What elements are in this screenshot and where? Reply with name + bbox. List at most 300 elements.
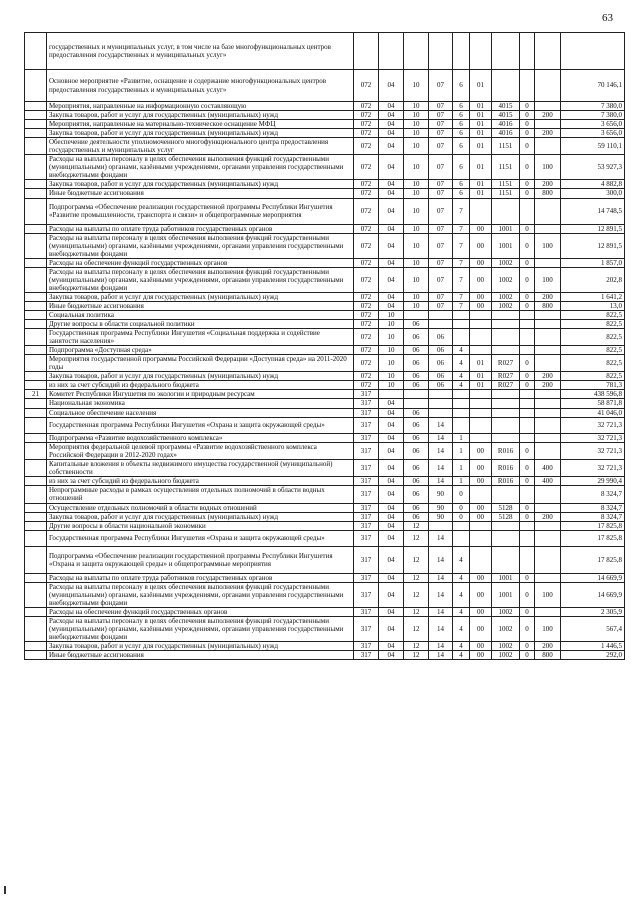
name-cell: Иные бюджетные ассигнования — [47, 189, 354, 198]
program-cell: 14 — [429, 583, 453, 608]
subprogram-cell: 6 — [453, 120, 470, 129]
program-cell — [429, 408, 453, 417]
section-cell: 04 — [379, 399, 404, 408]
direction-suffix-cell: 0 — [520, 267, 535, 292]
admin-code-cell: 317 — [354, 433, 379, 442]
admin-code-cell: 072 — [354, 329, 379, 346]
amount-cell: 2 305,9 — [561, 608, 625, 617]
idx-cell — [25, 433, 47, 442]
direction-suffix-cell: 0 — [520, 102, 535, 111]
name-cell: Расходы на выплаты персоналу в целях обеспечения выполнения функций государственными (муниципальными) органами, казёнными учреждениями, органами управления государственными внебюджетными фондами — [47, 155, 354, 180]
event-cell — [470, 521, 492, 530]
admin-code-cell: 317 — [354, 390, 379, 399]
subsection-cell: 10 — [404, 129, 429, 138]
amount-cell: 32 721,3 — [561, 433, 625, 442]
direction-suffix-cell: 0 — [520, 442, 535, 459]
idx-cell — [25, 399, 47, 408]
direction-cell — [492, 33, 520, 70]
amount-cell: 8 324,7 — [561, 485, 625, 503]
subprogram-cell — [453, 310, 470, 319]
expense-type-cell — [535, 224, 561, 233]
expense-type-cell: 200 — [535, 180, 561, 189]
event-cell: 01 — [470, 70, 492, 102]
section-cell: 04 — [379, 267, 404, 292]
subsection-cell — [404, 390, 429, 399]
admin-code-cell: 072 — [354, 70, 379, 102]
section-cell: 04 — [379, 180, 404, 189]
subprogram-cell: 6 — [453, 70, 470, 102]
name-cell: Государственная программа Республики Ингушетия «Охрана и защита окружающей среды» — [47, 417, 354, 433]
subsection-cell: 10 — [404, 292, 429, 301]
idx-cell — [25, 521, 47, 530]
subsection-cell: 10 — [404, 198, 429, 224]
admin-code-cell: 072 — [354, 320, 379, 329]
program-cell: 14 — [429, 459, 453, 476]
program-cell: 14 — [429, 651, 453, 660]
expense-type-cell: 200 — [535, 292, 561, 301]
name-cell: Закупка товаров, работ и услуг для государственных (муниципальных) нужд — [47, 512, 354, 521]
section-cell: 04 — [379, 111, 404, 120]
name-cell: Подпрограмма «Доступная среда» — [47, 346, 354, 355]
expense-type-cell — [535, 258, 561, 267]
subprogram-cell: 6 — [453, 129, 470, 138]
subsection-cell: 06 — [404, 355, 429, 372]
direction-cell: 1002 — [492, 651, 520, 660]
subsection-cell: 10 — [404, 102, 429, 111]
direction-cell: 1002 — [492, 642, 520, 651]
event-cell: 01 — [470, 111, 492, 120]
section-cell: 10 — [379, 329, 404, 346]
direction-cell: 1002 — [492, 258, 520, 267]
admin-code-cell: 072 — [354, 224, 379, 233]
program-cell: 07 — [429, 233, 453, 258]
section-cell: 04 — [379, 573, 404, 582]
subprogram-cell: 4 — [453, 372, 470, 381]
name-cell: Мероприятия, направленные на информационную составляющую — [47, 102, 354, 111]
direction-suffix-cell — [520, 33, 535, 70]
name-cell: Мероприятия федеральной целевой программы «Развитие водохозяйственного комплекса Российской Федерации в 2012-2020 годах» — [47, 442, 354, 459]
program-cell: 06 — [429, 355, 453, 372]
direction-cell: R027 — [492, 372, 520, 381]
amount-cell: 4 882,8 — [561, 180, 625, 189]
direction-cell: R016 — [492, 459, 520, 476]
table-row — [25, 417, 625, 433]
subsection-cell: 06 — [404, 372, 429, 381]
event-cell — [470, 399, 492, 408]
amount-cell: 822,5 — [561, 372, 625, 381]
subprogram-cell — [453, 530, 470, 546]
amount-cell: 8 324,7 — [561, 503, 625, 512]
admin-code-cell: 072 — [354, 111, 379, 120]
event-cell: 00 — [470, 301, 492, 310]
section-cell: 10 — [379, 320, 404, 329]
idx-cell — [25, 583, 47, 608]
program-cell: 06 — [429, 381, 453, 390]
program-cell: 07 — [429, 155, 453, 180]
table-body — [25, 33, 625, 660]
name-cell: Расходы на выплаты персоналу в целях обеспечения выполнения функций государственными (муниципальными) органами, казёнными учреждениями, органами управления государственными внебюджетными фондами — [47, 267, 354, 292]
admin-code-cell: 317 — [354, 546, 379, 573]
amount-cell: 1 446,5 — [561, 642, 625, 651]
amount-cell — [561, 33, 625, 70]
expense-type-cell — [535, 433, 561, 442]
section-cell: 04 — [379, 583, 404, 608]
table-row — [25, 372, 625, 381]
subsection-cell: 12 — [404, 651, 429, 660]
direction-cell — [492, 329, 520, 346]
program-cell: 06 — [429, 346, 453, 355]
amount-cell: 567,4 — [561, 617, 625, 642]
subprogram-cell: 1 — [453, 433, 470, 442]
section-cell: 04 — [379, 120, 404, 129]
table-row — [25, 573, 625, 582]
admin-code-cell: 072 — [354, 233, 379, 258]
table-row — [25, 433, 625, 442]
name-cell: Осуществление отдельных полномочий в области водных отношений — [47, 503, 354, 512]
idx-cell — [25, 120, 47, 129]
subsection-cell: 10 — [404, 301, 429, 310]
event-cell: 01 — [470, 355, 492, 372]
direction-suffix-cell: 0 — [520, 476, 535, 485]
direction-cell: 4015 — [492, 111, 520, 120]
subprogram-cell — [453, 33, 470, 70]
table-row — [25, 320, 625, 329]
admin-code-cell: 072 — [354, 129, 379, 138]
subprogram-cell: 1 — [453, 442, 470, 459]
amount-cell: 3 656,0 — [561, 120, 625, 129]
section-cell: 10 — [379, 381, 404, 390]
subsection-cell: 06 — [404, 476, 429, 485]
subsection-cell: 12 — [404, 573, 429, 582]
admin-code-cell: 072 — [354, 102, 379, 111]
section-cell: 04 — [379, 70, 404, 102]
idx-cell — [25, 129, 47, 138]
subsection-cell: 06 — [404, 417, 429, 433]
expense-type-cell — [535, 355, 561, 372]
table-row — [25, 267, 625, 292]
program-cell: 14 — [429, 433, 453, 442]
expense-type-cell — [535, 399, 561, 408]
direction-cell: 1151 — [492, 180, 520, 189]
program-cell — [429, 399, 453, 408]
section-cell: 04 — [379, 258, 404, 267]
table-row — [25, 608, 625, 617]
subprogram-cell — [453, 408, 470, 417]
admin-code-cell: 072 — [354, 381, 379, 390]
direction-cell: 1002 — [492, 292, 520, 301]
expense-type-cell — [535, 573, 561, 582]
table-row — [25, 155, 625, 180]
table-row — [25, 233, 625, 258]
subprogram-cell: 4 — [453, 617, 470, 642]
section-cell: 04 — [379, 224, 404, 233]
event-cell: 01 — [470, 381, 492, 390]
expense-type-cell: 200 — [535, 372, 561, 381]
direction-cell — [492, 417, 520, 433]
amount-cell: 58 871,8 — [561, 399, 625, 408]
section-cell: 04 — [379, 155, 404, 180]
program-cell: 06 — [429, 329, 453, 346]
expense-type-cell — [535, 608, 561, 617]
subprogram-cell — [453, 320, 470, 329]
section-cell: 04 — [379, 617, 404, 642]
amount-cell: 32 721,3 — [561, 442, 625, 459]
subsection-cell: 12 — [404, 521, 429, 530]
table-row — [25, 485, 625, 503]
subprogram-cell: 7 — [453, 292, 470, 301]
direction-suffix-cell: 0 — [520, 372, 535, 381]
idx-cell — [25, 198, 47, 224]
idx-cell — [25, 189, 47, 198]
event-cell: 00 — [470, 617, 492, 642]
direction-cell: 1002 — [492, 617, 520, 642]
event-cell: 01 — [470, 189, 492, 198]
table-row — [25, 442, 625, 459]
event-cell — [470, 433, 492, 442]
name-cell: Закупка товаров, работ и услуг для государственных (муниципальных) нужд — [47, 372, 354, 381]
subsection-cell: 12 — [404, 617, 429, 642]
table-row — [25, 138, 625, 155]
direction-cell: R016 — [492, 476, 520, 485]
subprogram-cell: 4 — [453, 355, 470, 372]
name-cell: Социальное обеспечение населения — [47, 408, 354, 417]
admin-code-cell: 317 — [354, 642, 379, 651]
program-cell: 14 — [429, 573, 453, 582]
table-row — [25, 258, 625, 267]
direction-cell: 5128 — [492, 512, 520, 521]
direction-suffix-cell: 0 — [520, 355, 535, 372]
amount-cell: 14 669,9 — [561, 573, 625, 582]
event-cell: 00 — [470, 442, 492, 459]
amount-cell: 7 380,0 — [561, 111, 625, 120]
admin-code-cell: 317 — [354, 583, 379, 608]
table-row — [25, 346, 625, 355]
program-cell: 07 — [429, 258, 453, 267]
subsection-cell — [404, 399, 429, 408]
amount-cell: 300,0 — [561, 189, 625, 198]
event-cell: 01 — [470, 180, 492, 189]
event-cell: 01 — [470, 129, 492, 138]
section-cell: 04 — [379, 198, 404, 224]
idx-cell — [25, 651, 47, 660]
direction-suffix-cell — [520, 320, 535, 329]
idx-cell — [25, 346, 47, 355]
subsection-cell: 10 — [404, 70, 429, 102]
subprogram-cell: 1 — [453, 476, 470, 485]
event-cell — [470, 198, 492, 224]
program-cell: 90 — [429, 503, 453, 512]
direction-cell: R016 — [492, 442, 520, 459]
subprogram-cell: 6 — [453, 102, 470, 111]
admin-code-cell: 072 — [354, 310, 379, 319]
subprogram-cell: 4 — [453, 583, 470, 608]
direction-suffix-cell — [520, 329, 535, 346]
table-row — [25, 390, 625, 399]
program-cell: 07 — [429, 138, 453, 155]
name-cell: Комитет Республики Ингушетия по экологии и природным ресурсам — [47, 390, 354, 399]
direction-suffix-cell: 0 — [520, 129, 535, 138]
name-cell: Расходы на выплаты по оплате труда работников государственных органов — [47, 573, 354, 582]
subsection-cell: 06 — [404, 408, 429, 417]
admin-code-cell: 317 — [354, 512, 379, 521]
program-cell: 14 — [429, 530, 453, 546]
section-cell: 04 — [379, 138, 404, 155]
amount-cell: 14 748,5 — [561, 198, 625, 224]
name-cell: Иные бюджетные ассигнования — [47, 651, 354, 660]
program-cell: 06 — [429, 372, 453, 381]
direction-suffix-cell: 0 — [520, 233, 535, 258]
idx-cell — [25, 267, 47, 292]
section-cell: 10 — [379, 372, 404, 381]
section-cell: 04 — [379, 642, 404, 651]
section-cell: 04 — [379, 608, 404, 617]
admin-code-cell: 072 — [354, 155, 379, 180]
direction-cell: 4015 — [492, 102, 520, 111]
expense-type-cell — [535, 417, 561, 433]
program-cell: 14 — [429, 546, 453, 573]
event-cell: 00 — [470, 258, 492, 267]
program-cell: 14 — [429, 617, 453, 642]
name-cell: из них за счет субсидий из федерального бюджета — [47, 476, 354, 485]
idx-cell — [25, 381, 47, 390]
amount-cell: 1 857,0 — [561, 258, 625, 267]
amount-cell: 32 721,3 — [561, 459, 625, 476]
admin-code-cell: 317 — [354, 651, 379, 660]
idx-cell — [25, 155, 47, 180]
subsection-cell: 10 — [404, 155, 429, 180]
expense-type-cell: 200 — [535, 381, 561, 390]
idx-cell — [25, 320, 47, 329]
event-cell: 00 — [470, 573, 492, 582]
section-cell: 04 — [379, 129, 404, 138]
expense-type-cell — [535, 138, 561, 155]
table-row — [25, 355, 625, 372]
program-cell: 14 — [429, 442, 453, 459]
program-cell: 07 — [429, 224, 453, 233]
expense-type-cell — [535, 33, 561, 70]
subprogram-cell: 6 — [453, 138, 470, 155]
name-cell: Государственная программа Республики Ингушетия «Охрана и защита окружающей среды» — [47, 530, 354, 546]
event-cell: 00 — [470, 608, 492, 617]
idx-cell — [25, 329, 47, 346]
subsection-cell: 10 — [404, 224, 429, 233]
program-cell: 07 — [429, 102, 453, 111]
event-cell: 00 — [470, 267, 492, 292]
direction-suffix-cell: 0 — [520, 120, 535, 129]
event-cell: 00 — [470, 224, 492, 233]
expense-type-cell — [535, 346, 561, 355]
subprogram-cell: 0 — [453, 503, 470, 512]
subprogram-cell: 4 — [453, 573, 470, 582]
name-cell: Закупка товаров, работ и услуг для государственных (муниципальных) нужд — [47, 129, 354, 138]
expense-type-cell: 800 — [535, 651, 561, 660]
idx-cell — [25, 608, 47, 617]
idx-cell: 21 — [25, 390, 47, 399]
amount-cell: 438 596,8 — [561, 390, 625, 399]
program-cell: 90 — [429, 512, 453, 521]
amount-cell: 59 110,1 — [561, 138, 625, 155]
admin-code-cell: 317 — [354, 459, 379, 476]
admin-code-cell: 317 — [354, 608, 379, 617]
table-row — [25, 399, 625, 408]
direction-cell — [492, 530, 520, 546]
amount-cell: 822,5 — [561, 346, 625, 355]
table-row — [25, 102, 625, 111]
name-cell: Национальная экономика — [47, 399, 354, 408]
name-cell: Расходы на обеспечение функций государственных органов — [47, 258, 354, 267]
name-cell: Подпрограмма «Обеспечение реализации государственной программы Республики Ингушетия «Охрана и защита окружающей среды» и общепрограммные мероприятия — [47, 546, 354, 573]
subprogram-cell: 4 — [453, 346, 470, 355]
amount-cell: 202,8 — [561, 267, 625, 292]
subprogram-cell — [453, 399, 470, 408]
subsection-cell — [404, 310, 429, 319]
idx-cell — [25, 573, 47, 582]
amount-cell: 53 927,3 — [561, 155, 625, 180]
program-cell: 07 — [429, 301, 453, 310]
admin-code-cell: 072 — [354, 258, 379, 267]
table-row — [25, 642, 625, 651]
event-cell — [470, 390, 492, 399]
name-cell: из них за счет субсидий из федерального бюджета — [47, 381, 354, 390]
direction-suffix-cell: 0 — [520, 301, 535, 310]
subsection-cell: 06 — [404, 485, 429, 503]
expense-type-cell — [535, 102, 561, 111]
direction-suffix-cell: 0 — [520, 111, 535, 120]
direction-cell — [492, 546, 520, 573]
subprogram-cell: 6 — [453, 111, 470, 120]
amount-cell: 29 990,4 — [561, 476, 625, 485]
admin-code-cell: 317 — [354, 530, 379, 546]
program-cell: 07 — [429, 70, 453, 102]
direction-cell: 1001 — [492, 573, 520, 582]
event-cell — [470, 530, 492, 546]
direction-suffix-cell: 0 — [520, 189, 535, 198]
event-cell: 01 — [470, 372, 492, 381]
expense-type-cell — [535, 521, 561, 530]
section-cell: 04 — [379, 521, 404, 530]
direction-suffix-cell: 0 — [520, 224, 535, 233]
subsection-cell: 06 — [404, 346, 429, 355]
section-cell: 04 — [379, 301, 404, 310]
idx-cell — [25, 512, 47, 521]
section-cell: 10 — [379, 355, 404, 372]
idx-cell — [25, 459, 47, 476]
direction-cell — [492, 70, 520, 102]
program-cell — [429, 320, 453, 329]
subsection-cell: 12 — [404, 608, 429, 617]
direction-cell — [492, 320, 520, 329]
idx-cell — [25, 224, 47, 233]
expense-type-cell — [535, 198, 561, 224]
amount-cell: 1 641,2 — [561, 292, 625, 301]
event-cell — [470, 329, 492, 346]
subsection-cell: 12 — [404, 546, 429, 573]
table-row — [25, 530, 625, 546]
direction-cell: R027 — [492, 355, 520, 372]
table-row — [25, 512, 625, 521]
table-row — [25, 111, 625, 120]
amount-cell: 7 380,0 — [561, 102, 625, 111]
program-cell: 14 — [429, 642, 453, 651]
subprogram-cell: 6 — [453, 180, 470, 189]
amount-cell: 17 825,8 — [561, 530, 625, 546]
direction-cell — [492, 310, 520, 319]
direction-cell — [492, 390, 520, 399]
subprogram-cell: 7 — [453, 198, 470, 224]
name-cell: Другие вопросы в области социальной политики — [47, 320, 354, 329]
direction-suffix-cell: 0 — [520, 583, 535, 608]
program-cell: 07 — [429, 292, 453, 301]
